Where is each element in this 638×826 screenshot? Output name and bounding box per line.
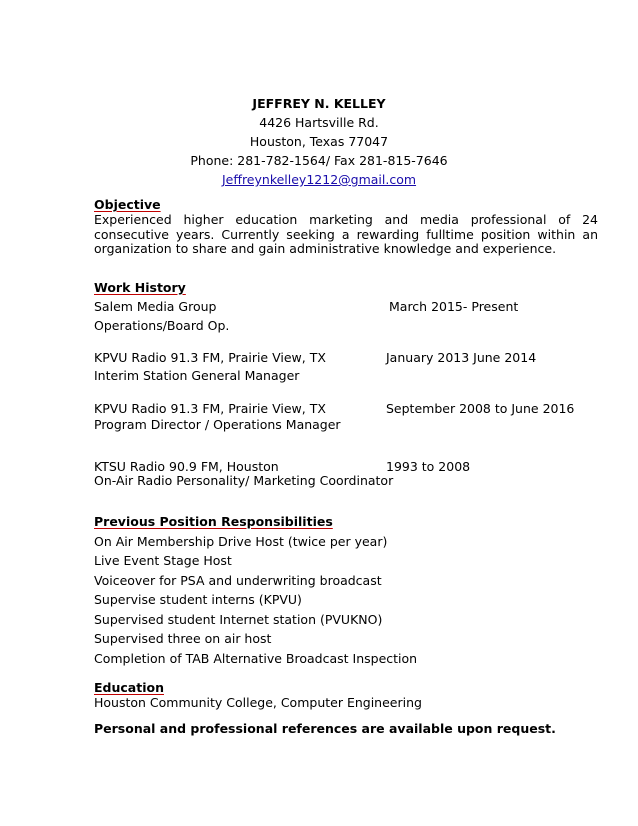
responsibility-item: Supervised student Internet station (PVUKNO) <box>94 612 383 627</box>
job-employer: Salem Media Group <box>94 299 217 314</box>
education-heading: Education <box>94 680 164 695</box>
job-dates: September 2008 to June 2016 <box>386 401 575 416</box>
job-dates: 1993 to 2008 <box>386 459 471 474</box>
work-history-heading: Work History <box>94 280 186 295</box>
job-dates: January 2013 June 2014 <box>386 350 537 365</box>
responsibility-item: Voiceover for PSA and underwriting broadcast <box>94 573 382 588</box>
responsibilities-heading: Previous Position Responsibilities <box>94 514 333 529</box>
phone-fax: Phone: 281-782-1564/ Fax 281-815-7646 <box>190 153 448 168</box>
responsibility-item: On Air Membership Drive Host (twice per year) <box>94 534 388 549</box>
email-link[interactable]: Jeffreynkelley1212@gmail.com <box>221 172 417 187</box>
job-title: Interim Station General Manager <box>94 368 300 383</box>
job-title: Operations/Board Op. <box>94 318 230 333</box>
objective-text: Experienced higher education marketing and media professional of 24 consecutive years. Currently seeking a rewarding fulltime position within an organization to share and gain administrative knowledge and experience. <box>94 212 598 256</box>
job-dates: March 2015- Present <box>389 299 519 314</box>
references-note: Personal and professional references are available upon request. <box>94 721 556 736</box>
education-text: Houston Community College, Computer Engineering <box>94 695 422 710</box>
responsibility-item: Live Event Stage Host <box>94 553 232 568</box>
responsibility-item: Supervised three on air host <box>94 631 272 646</box>
candidate-name: JEFFREY N. KELLEY <box>252 96 386 111</box>
job-title: On-Air Radio Personality/ Marketing Coordinator <box>94 473 394 488</box>
address-line-1: 4426 Hartsville Rd. <box>259 115 379 130</box>
responsibility-item: Supervise student interns (KPVU) <box>94 592 302 607</box>
job-employer: KPVU Radio 91.3 FM, Prairie View, TX <box>94 350 326 365</box>
job-title: Program Director / Operations Manager <box>94 417 341 432</box>
job-employer: KPVU Radio 91.3 FM, Prairie View, TX <box>94 401 326 416</box>
objective-heading: Objective <box>94 197 161 212</box>
address-line-2: Houston, Texas 77047 <box>249 134 389 149</box>
responsibility-item: Completion of TAB Alternative Broadcast Inspection <box>94 651 418 666</box>
job-employer: KTSU Radio 90.9 FM, Houston <box>94 459 279 474</box>
